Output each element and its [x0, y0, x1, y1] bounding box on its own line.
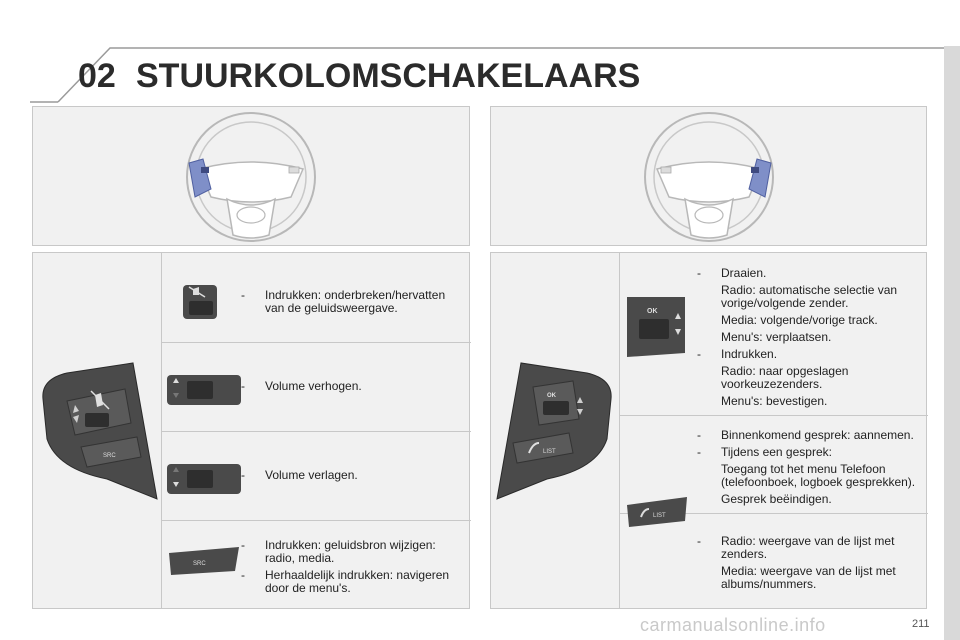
wheel-description: - Draaien. Radio: automatische selectie van vorige/volgende zender. Media: volgende/vorige track. Menu's: verplaatsen. - Indrukken. Radio: naar opgeslagen voorkeuzezenders. Menu's: bevestigen. [697, 266, 898, 408]
source-description: - Indrukken: geluidsbron wijzigen: radio, media. - Herhaaldelijk indrukken: navigeren door de menu's. [241, 538, 450, 595]
list-label-small: LIST [653, 513, 666, 519]
steering-wheel-right-illustration [490, 106, 927, 246]
right-controls-panel [490, 252, 927, 609]
page-side-bar [944, 46, 960, 640]
list-label-large: LIST [543, 449, 556, 455]
chapter-number: 02 [78, 57, 116, 95]
mute-description: - Indrukken: onderbreken/hervatten van de geluidsweergave. [241, 288, 446, 315]
mute-button-icon [177, 283, 247, 323]
volume-down-button-icon [165, 460, 245, 500]
steering-wheel-left-icon [33, 107, 471, 247]
row-divider [619, 415, 928, 416]
phone-description: - Binnenkomend gesprek: aannemen. - Tijdens een gesprek: Toegang tot het menu Telefoon (telefoonboek, logboek gesprekken). Gesprek beëindigen. [697, 428, 916, 506]
row-divider [161, 520, 471, 521]
ok-label-small: OK [647, 308, 658, 315]
watermark: carmanualsonline.info [640, 615, 826, 635]
page-number: 211 [912, 618, 930, 630]
ok-wheel-button-icon [621, 293, 691, 363]
row-divider [161, 431, 471, 432]
steering-wheel-right-icon [491, 107, 928, 247]
left-switch-illustration [37, 359, 161, 505]
steering-wheel-left-illustration [32, 106, 470, 246]
volume-down-description: - Volume verlagen. [241, 468, 358, 482]
column-divider [619, 253, 620, 608]
src-label-large: SRC [103, 453, 116, 459]
right-switch-illustration [493, 359, 617, 505]
left-controls-panel [32, 252, 470, 609]
volume-up-button-icon [165, 371, 245, 411]
chapter-header [0, 44, 944, 104]
src-button-icon [165, 545, 245, 581]
src-label-small: SRC [193, 561, 206, 567]
list-description: - Radio: weergave van de lijst met zenders. Media: weergave van de lijst met albums/nummers. [697, 534, 896, 591]
ok-label-large: OK [547, 393, 556, 399]
list-button-icon [623, 495, 693, 531]
volume-up-description: - Volume verhogen. [241, 379, 362, 393]
page-title: STUURKOLOMSCHAKELAARS [136, 57, 641, 95]
row-divider [161, 342, 471, 343]
